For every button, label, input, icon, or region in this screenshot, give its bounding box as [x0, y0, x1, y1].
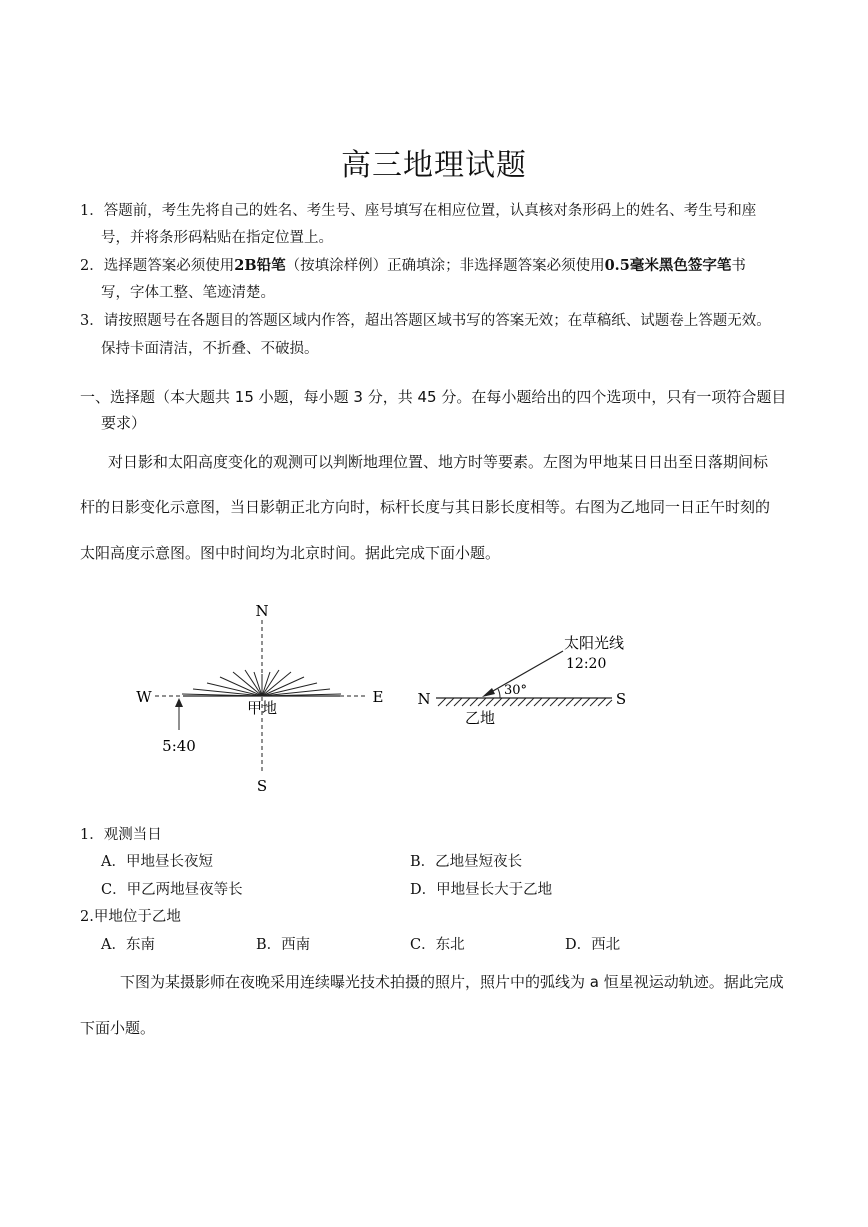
place-yi-label: 乙地 [464, 709, 496, 727]
question-2-option-d[interactable]: D．西北 [565, 937, 621, 953]
sun-altitude-angle-label: 30° [504, 683, 528, 698]
figure-left-shadow-diagram [136, 602, 383, 795]
angle-arc [498, 689, 500, 698]
north-label-left: N [255, 602, 269, 620]
east-label: E [372, 688, 384, 706]
question-1-option-b[interactable]: B．乙地昼短夜长 [410, 854, 523, 870]
sun-ray-arrowhead [482, 688, 495, 697]
note-3-line-1: 3．请按照题号在各题目的答题区域内作答，超出答题区域书写的答案无效；在草稿纸、试题卷上答题无效。 [80, 313, 771, 329]
passage-1-line-2: 杆的日影变化示意图，当日影朝正北方向时，标杆长度与其日影长度相等。右图为乙地同一日正午时刻的 [80, 498, 771, 516]
south-label-left: S [256, 777, 268, 795]
note-1-line-2: 号，并将条形码粘贴在指定位置上。 [101, 230, 333, 246]
sunrise-arrowhead [175, 698, 183, 707]
passage-2-line-1: 下图为某摄影师在夜晚采用连续曝光技术拍摄的照片，照片中的弧线为 a 恒星视运动轨迹。据此完成 [120, 973, 784, 991]
sun-ray-label: 太阳光线 [564, 634, 625, 652]
note-2-text-e: 书 [731, 258, 746, 274]
question-2-option-a[interactable]: A．东南 [101, 937, 155, 953]
figure-right-sun-altitude-diagram [417, 634, 626, 727]
note-3-line-2: 保持卡面清洁，不折叠、不破损。 [101, 341, 319, 357]
figure-shadow-diagrams [0, 590, 868, 800]
place-jia-label: 甲地 [246, 699, 278, 717]
question-1-option-a[interactable]: A．甲地昼长夜短 [101, 854, 213, 870]
noon-time-label: 12:20 [566, 656, 607, 672]
note-2-line-2: 写，字体工整、笔迹清楚。 [101, 285, 275, 301]
question-2-option-c[interactable]: C．东北 [410, 937, 465, 953]
question-2-option-b[interactable]: B．西南 [256, 937, 311, 953]
south-label-right: S [615, 690, 627, 708]
note-1-line-1: 1．答题前，考生先将自己的姓名、考生号、座号填写在相应位置，认真核对条形码上的姓名、考生号和座 [80, 203, 757, 219]
passage-2-line-2: 下面小题。 [80, 1019, 156, 1037]
north-label-right: N [417, 690, 431, 708]
question-2-stem: 2.甲地位于乙地 [80, 909, 181, 925]
shadow-fan [182, 670, 341, 696]
note-2-text-a: 2．选择题答案必须使用 [80, 258, 235, 274]
note-2-line-1 [80, 256, 746, 276]
question-1-option-c[interactable]: C．甲乙两地昼夜等长 [101, 882, 243, 898]
ground-hatching [438, 698, 612, 706]
passage-1-line-3: 太阳高度示意图。图中时间均为北京时间。据此完成下面小题。 [80, 544, 501, 562]
section-heading-line-1: 一、选择题（本大题共 15 小题，每小题 3 分，共 45 分。在每小题给出的四个选项中，只有一项符合题目 [80, 388, 787, 406]
section-heading-line-2: 要求） [101, 414, 147, 432]
question-1-option-d[interactable]: D．甲地昼长大于乙地 [410, 882, 553, 898]
question-1-stem: 1．观测当日 [80, 827, 162, 843]
passage-1-line-1: 对日影和太阳高度变化的观测可以判断地理位置、地方时等要素。左图为甲地某日日出至日落期间标 [108, 453, 769, 471]
west-label: W [136, 688, 152, 706]
note-2-bold-pencil: 2B铅笔 [234, 257, 286, 274]
page-title: 高三地理试题 [341, 148, 527, 183]
sunrise-time-label: 5:40 [162, 737, 196, 755]
note-2-bold-pen: 0.5毫米黑色签字笔 [604, 257, 732, 274]
note-2-text-c: （按填涂样例）正确填涂；非选择题答案必须使用 [285, 258, 605, 274]
